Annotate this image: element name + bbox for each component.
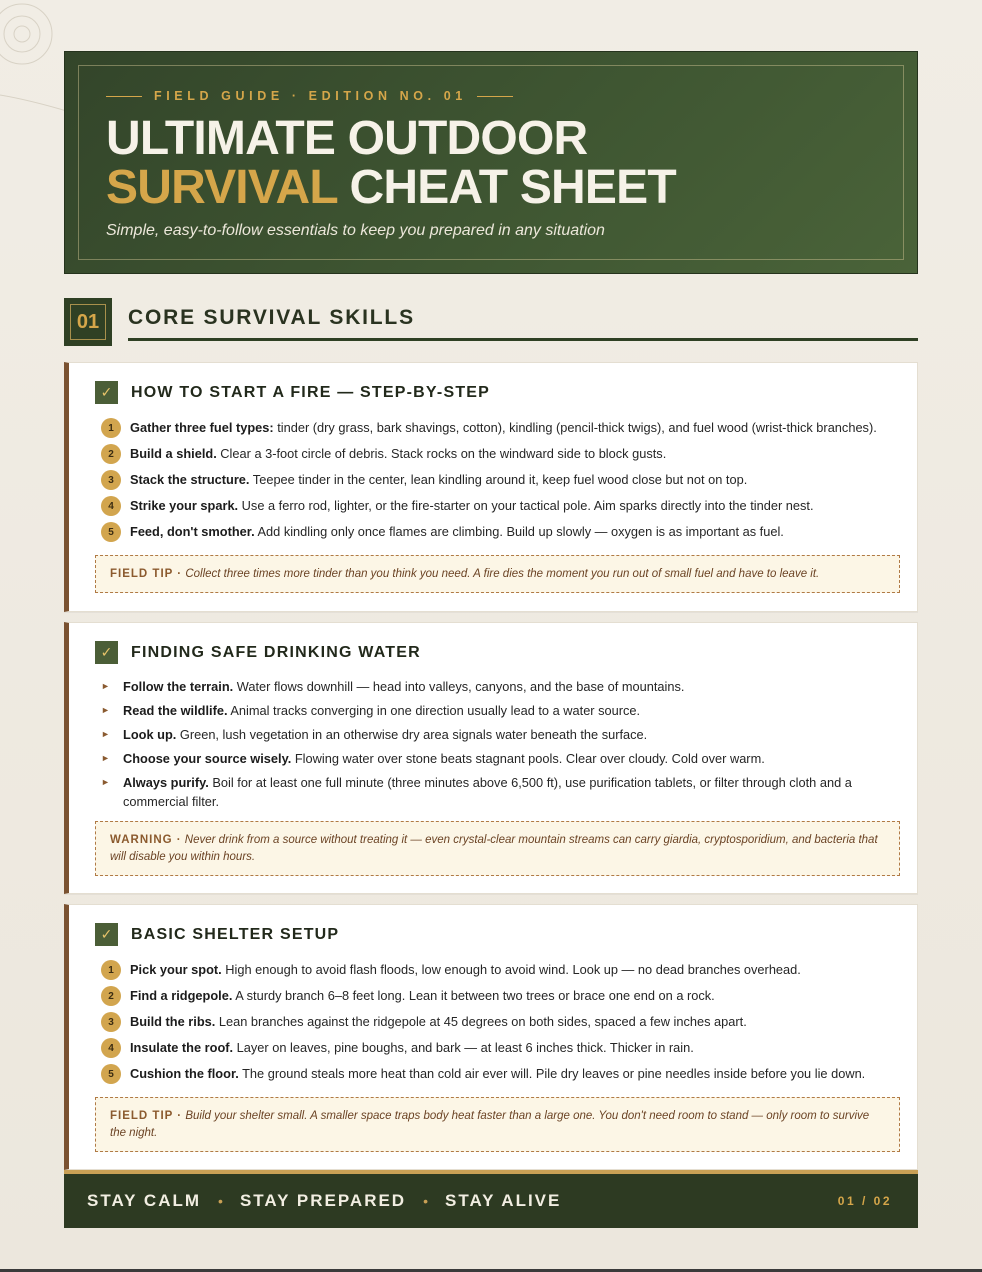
tip-text: Build your shelter small. A smaller space traps body heat faster than a large one. You don't need room to stand — only room to survive the night. <box>110 1110 870 1139</box>
step-number-badge: 4 <box>101 1038 121 1058</box>
step-text: High enough to avoid flash floods, low enough to avoid wind. Look up — no dead branches overhead. <box>221 962 801 977</box>
title-line-1: ULTIMATE OUTDOOR <box>106 112 588 165</box>
card-drinking-water <box>64 622 918 894</box>
header-eyebrow <box>106 89 513 103</box>
list-item <box>101 677 857 696</box>
step-lead: Insulate the roof. <box>130 1040 234 1055</box>
step-number-badge: 4 <box>101 496 121 516</box>
list-item <box>101 749 857 768</box>
checkmark-icon: ✓ <box>95 641 118 664</box>
section-divider <box>128 338 918 341</box>
list-item <box>101 961 897 978</box>
eyebrow-text: FIELD GUIDE · EDITION NO. 01 <box>154 89 467 103</box>
bullet-arrow-icon: ► <box>101 777 110 787</box>
water-tips-list <box>101 677 857 811</box>
title-accent-word: SURVIVAL <box>106 161 337 214</box>
step-text: A sturdy branch 6–8 feet long. Lean it between two trees or brace one end on a rock. <box>232 988 715 1003</box>
header-banner <box>64 51 918 274</box>
item-text: Animal tracks converging in one direction usually lead to a water source. <box>227 703 641 718</box>
item-text: Flowing water over stone beats stagnant pools. Clear over cloudy. Cold over warm. <box>291 751 765 766</box>
section-number-badge <box>64 298 112 346</box>
step-number-badge: 2 <box>101 444 121 464</box>
field-tip-callout <box>95 555 900 593</box>
bullet-arrow-icon: ► <box>101 705 110 715</box>
tip-text: Collect three times more tinder than you think you need. A fire dies the moment you run out of small fuel and have to leave it. <box>182 568 820 580</box>
step-text: tinder (dry grass, bark shavings, cotton), kindling (pencil-thick twigs), and fuel wood (wrist-thick branches). <box>273 420 877 435</box>
list-item <box>101 725 857 744</box>
section-title: CORE SURVIVAL SKILLS <box>128 306 415 329</box>
motto-separator: • <box>218 1193 223 1209</box>
card-shelter-setup <box>64 904 918 1170</box>
card-title-row <box>95 381 490 404</box>
step-number-badge: 3 <box>101 1012 121 1032</box>
card-start-fire <box>64 362 918 612</box>
card-title-row <box>95 641 421 664</box>
page-number: 01 / 02 <box>837 1194 892 1208</box>
checkmark-icon: ✓ <box>95 381 118 404</box>
step-number-badge: 1 <box>101 960 121 980</box>
item-text: Boil for at least one full minute (three minutes above 6,500 ft), use purification tablets, or filter through cloth and a commercial filter. <box>123 775 852 809</box>
item-text: Green, lush vegetation in an otherwise dry area signals water beneath the surface. <box>176 727 648 742</box>
title-line-2 <box>106 163 676 212</box>
list-item <box>101 773 857 811</box>
motto-stay-calm: STAY CALM <box>87 1191 202 1210</box>
step-text: Add kindling only once flames are climbing. Build up slowly — oxygen is as important as fuel. <box>254 524 784 539</box>
step-lead: Feed, don't smother. <box>130 524 255 539</box>
step-lead: Build the ribs. <box>130 1014 216 1029</box>
item-lead: Choose your source wisely. <box>123 751 292 766</box>
item-lead: Always purify. <box>123 775 209 790</box>
step-number-badge: 5 <box>101 522 121 542</box>
step-lead: Gather three fuel types: <box>130 420 274 435</box>
step-text: Lean branches against the ridgepole at 45 degrees on both sides, spaced a few inches apart. <box>215 1014 747 1029</box>
list-item <box>101 1013 897 1030</box>
card-title-row <box>95 923 339 946</box>
page-subtitle: Simple, easy-to-follow essentials to keep you prepared in any situation <box>106 222 605 239</box>
list-item <box>101 987 897 1004</box>
step-text: Clear a 3-foot circle of debris. Stack rocks on the windward side to block gusts. <box>216 446 667 461</box>
list-item <box>101 523 897 540</box>
list-item <box>101 419 897 436</box>
list-item <box>101 497 897 514</box>
topographic-corner-decoration <box>0 0 70 120</box>
bullet-arrow-icon: ► <box>101 729 110 739</box>
bullet-arrow-icon: ► <box>101 681 110 691</box>
card-title: BASIC SHELTER SETUP <box>131 925 340 943</box>
shelter-steps-list <box>101 961 897 1082</box>
list-item <box>101 445 897 462</box>
step-lead: Cushion the floor. <box>130 1066 239 1081</box>
section-number: 01 <box>70 304 106 340</box>
page-title <box>106 114 676 212</box>
step-text: Use a ferro rod, lighter, or the fire-starter on your tactical pole. Aim sparks directly into the tinder nest. <box>238 498 814 513</box>
step-text: The ground steals more heat than cold air ever will. Pile dry leaves or pine needles inside before you lie down. <box>238 1066 866 1081</box>
eyebrow-rule-right <box>477 96 513 97</box>
step-lead: Build a shield. <box>130 446 217 461</box>
card-title: FINDING SAFE DRINKING WATER <box>131 643 421 661</box>
tip-label: FIELD TIP · <box>110 1110 183 1122</box>
step-text: Layer on leaves, pine boughs, and bark — at least 6 inches thick. Thicker in rain. <box>233 1040 694 1055</box>
item-lead: Follow the terrain. <box>123 679 234 694</box>
item-lead: Read the wildlife. <box>123 703 228 718</box>
tip-label: WARNING · <box>110 834 182 846</box>
step-lead: Strike your spark. <box>130 498 239 513</box>
title-line-2-rest: CHEAT SHEET <box>337 161 676 214</box>
warning-callout <box>95 821 900 876</box>
step-number-badge: 2 <box>101 986 121 1006</box>
list-item <box>101 471 897 488</box>
eyebrow-rule-left <box>106 96 142 97</box>
list-item <box>101 1039 897 1056</box>
item-lead: Look up. <box>123 727 177 742</box>
step-lead: Pick your spot. <box>130 962 222 977</box>
item-text: Water flows downhill — head into valleys, canyons, and the base of mountains. <box>233 679 685 694</box>
step-text: Teepee tinder in the center, lean kindling around it, keep fuel wood close but not on top. <box>249 472 748 487</box>
motto-stay-prepared: STAY PREPARED <box>239 1191 407 1210</box>
footer-banner <box>64 1174 918 1228</box>
motto-separator: • <box>423 1193 428 1209</box>
step-lead: Stack the structure. <box>130 472 250 487</box>
checkmark-icon: ✓ <box>95 923 118 946</box>
step-lead: Find a ridgepole. <box>130 988 233 1003</box>
tip-text: Never drink from a source without treating it — even crystal-clear mountain streams can carry giardia, cryptosporidium, and bacteria that will disable you within hours. <box>110 834 878 863</box>
tip-label: FIELD TIP · <box>110 568 183 580</box>
step-number-badge: 1 <box>101 418 121 438</box>
list-item <box>101 1065 897 1082</box>
field-tip-callout <box>95 1097 900 1152</box>
bullet-arrow-icon: ► <box>101 753 110 763</box>
step-number-badge: 3 <box>101 470 121 490</box>
motto-stay-alive: STAY ALIVE <box>445 1191 562 1210</box>
list-item <box>101 701 857 720</box>
card-title: HOW TO START A FIRE — STEP-BY-STEP <box>131 383 491 401</box>
fire-steps-list <box>101 419 897 540</box>
step-number-badge: 5 <box>101 1064 121 1084</box>
